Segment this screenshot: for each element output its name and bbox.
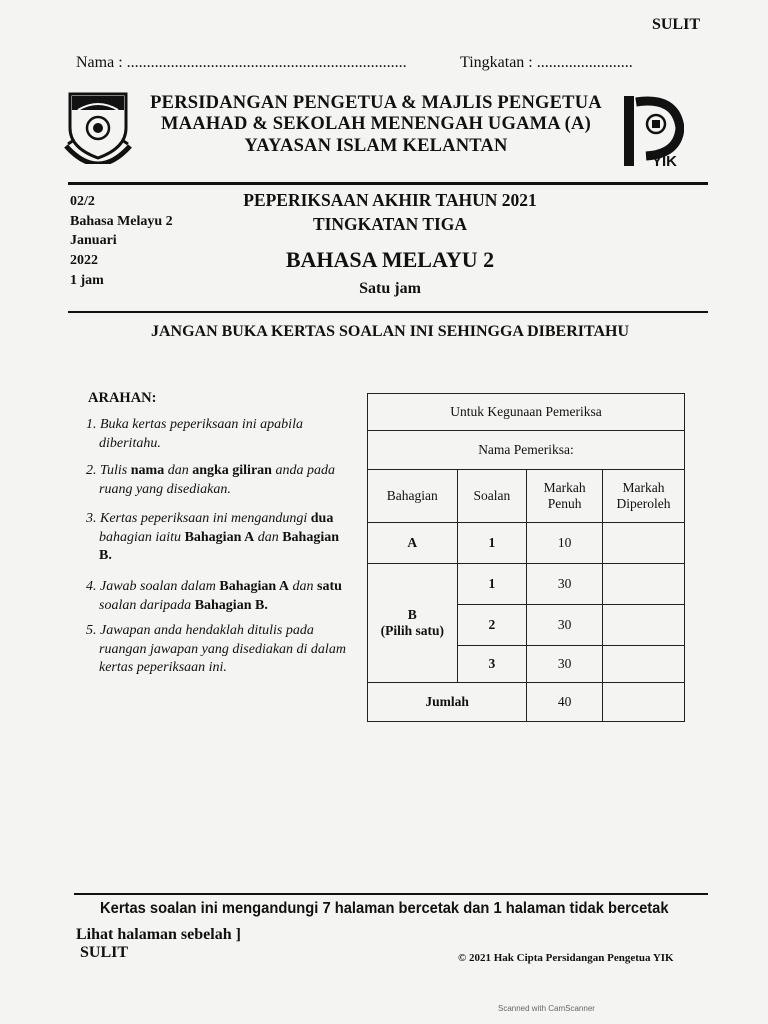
instruction-5: 5. Jawapan anda hendaklah ditulis pada ruangan jawapan yang disediakan di dalam kertas peperiksaan ini. — [86, 623, 346, 675]
examiner-name-field: Nama Pemeriksa: — [368, 431, 685, 470]
markah-diperoleh-cell — [603, 564, 685, 605]
exam-time: Satu jam — [359, 280, 421, 297]
header-markah-penuh: Markah Penuh — [527, 470, 603, 523]
paper-month: Januari — [70, 233, 117, 248]
header-line-2: MAAHAD & SEKOLAH MENENGAH UGAMA (A) — [161, 114, 591, 134]
paper-subject: Bahasa Melayu 2 — [70, 214, 173, 229]
soalan-cell: 2 — [457, 605, 527, 646]
instruction-4: 4. Jawab soalan dalam Bahagian A dan satu soalan daripada Bahagian B. — [86, 579, 342, 613]
nama-field-line: Nama : ...................................................................... — [76, 54, 407, 71]
exam-title: PEPERIKSAAN AKHIR TAHUN 2021 — [243, 190, 537, 210]
tingkatan-field-line: Tingkatan : ........................ — [460, 54, 633, 71]
table-row — [368, 564, 685, 605]
header-line-1: PERSIDANGAN PENGETUA & MAJLIS PENGETUA — [150, 93, 602, 113]
bahagian-a-cell: A — [368, 523, 458, 564]
warning-notice: JANGAN BUKA KERTAS SOALAN INI SEHINGGA DIBERITAHU — [150, 323, 630, 340]
markah-penuh-cell: 30 — [527, 646, 603, 683]
exam-level: TINGKATAN TIGA — [312, 214, 468, 234]
instruction-3: 3. Kertas peperiksaan ini mengandungi dua bahagian iaitu Bahagian A dan Bahagian B. — [86, 511, 340, 563]
bahagian-b-cell — [368, 564, 458, 683]
soalan-cell: 3 — [457, 646, 527, 683]
header-soalan: Soalan — [457, 470, 527, 523]
divider-bottom — [74, 893, 708, 895]
table-row-total — [368, 683, 685, 722]
exam-paper: BAHASA MELAYU 2 — [285, 247, 495, 272]
bahagian-b-label: B — [407, 607, 417, 622]
arahan-heading: ARAHAN: — [88, 390, 157, 406]
yik-logo-text: YIK — [652, 153, 678, 168]
table-title: Untuk Kegunaan Pemeriksa — [368, 394, 685, 431]
header-line-3: YAYASAN ISLAM KELANTAN — [244, 136, 508, 156]
paper-year: 2022 — [70, 253, 98, 268]
markah-penuh-cell: 30 — [527, 564, 603, 605]
examiner-table — [367, 393, 685, 722]
markah-penuh-cell: 30 — [527, 605, 603, 646]
paper-code: 02/2 — [70, 194, 95, 209]
markah-penuh-cell: 10 — [527, 523, 603, 564]
pilih-satu-label: (Pilih satu) — [380, 623, 444, 638]
soalan-cell: 1 — [457, 564, 527, 605]
page-count-note: Kertas soalan ini mengandungi 7 halaman bercetak dan 1 halaman tidak bercetak — [100, 900, 669, 917]
paper-duration: 1 jam — [70, 273, 104, 288]
sulit-label-top: SULIT — [651, 16, 700, 33]
markah-diperoleh-cell — [603, 646, 685, 683]
soalan-cell: 1 — [457, 523, 527, 564]
next-page-note: Lihat halaman sebelah ] — [76, 926, 241, 943]
markah-diperoleh-cell — [603, 523, 685, 564]
instruction-1: 1. Buka kertas peperiksaan ini apabila diberitahu. — [86, 417, 303, 451]
jumlah-value: 40 — [527, 683, 603, 722]
markah-diperoleh-cell — [603, 605, 685, 646]
divider-middle — [68, 311, 708, 313]
jumlah-diperoleh-cell — [603, 683, 685, 722]
scanner-watermark: Scanned with CamScanner — [498, 1004, 595, 1013]
crest-logo-left — [64, 86, 132, 164]
yik-logo — [622, 94, 684, 168]
copyright-notice: © 2021 Hak Cipta Persidangan Pengetua YIK — [458, 952, 674, 964]
divider-top — [68, 182, 708, 185]
instruction-2: 2. Tulis nama dan angka giliran anda pada ruang yang disediakan. — [86, 463, 335, 497]
sulit-label-bottom: SULIT — [80, 944, 129, 961]
table-row — [368, 523, 685, 564]
header-bahagian: Bahagian — [368, 470, 458, 523]
jumlah-label: Jumlah — [368, 683, 527, 722]
header-markah-diperoleh: Markah Diperoleh — [603, 470, 685, 523]
